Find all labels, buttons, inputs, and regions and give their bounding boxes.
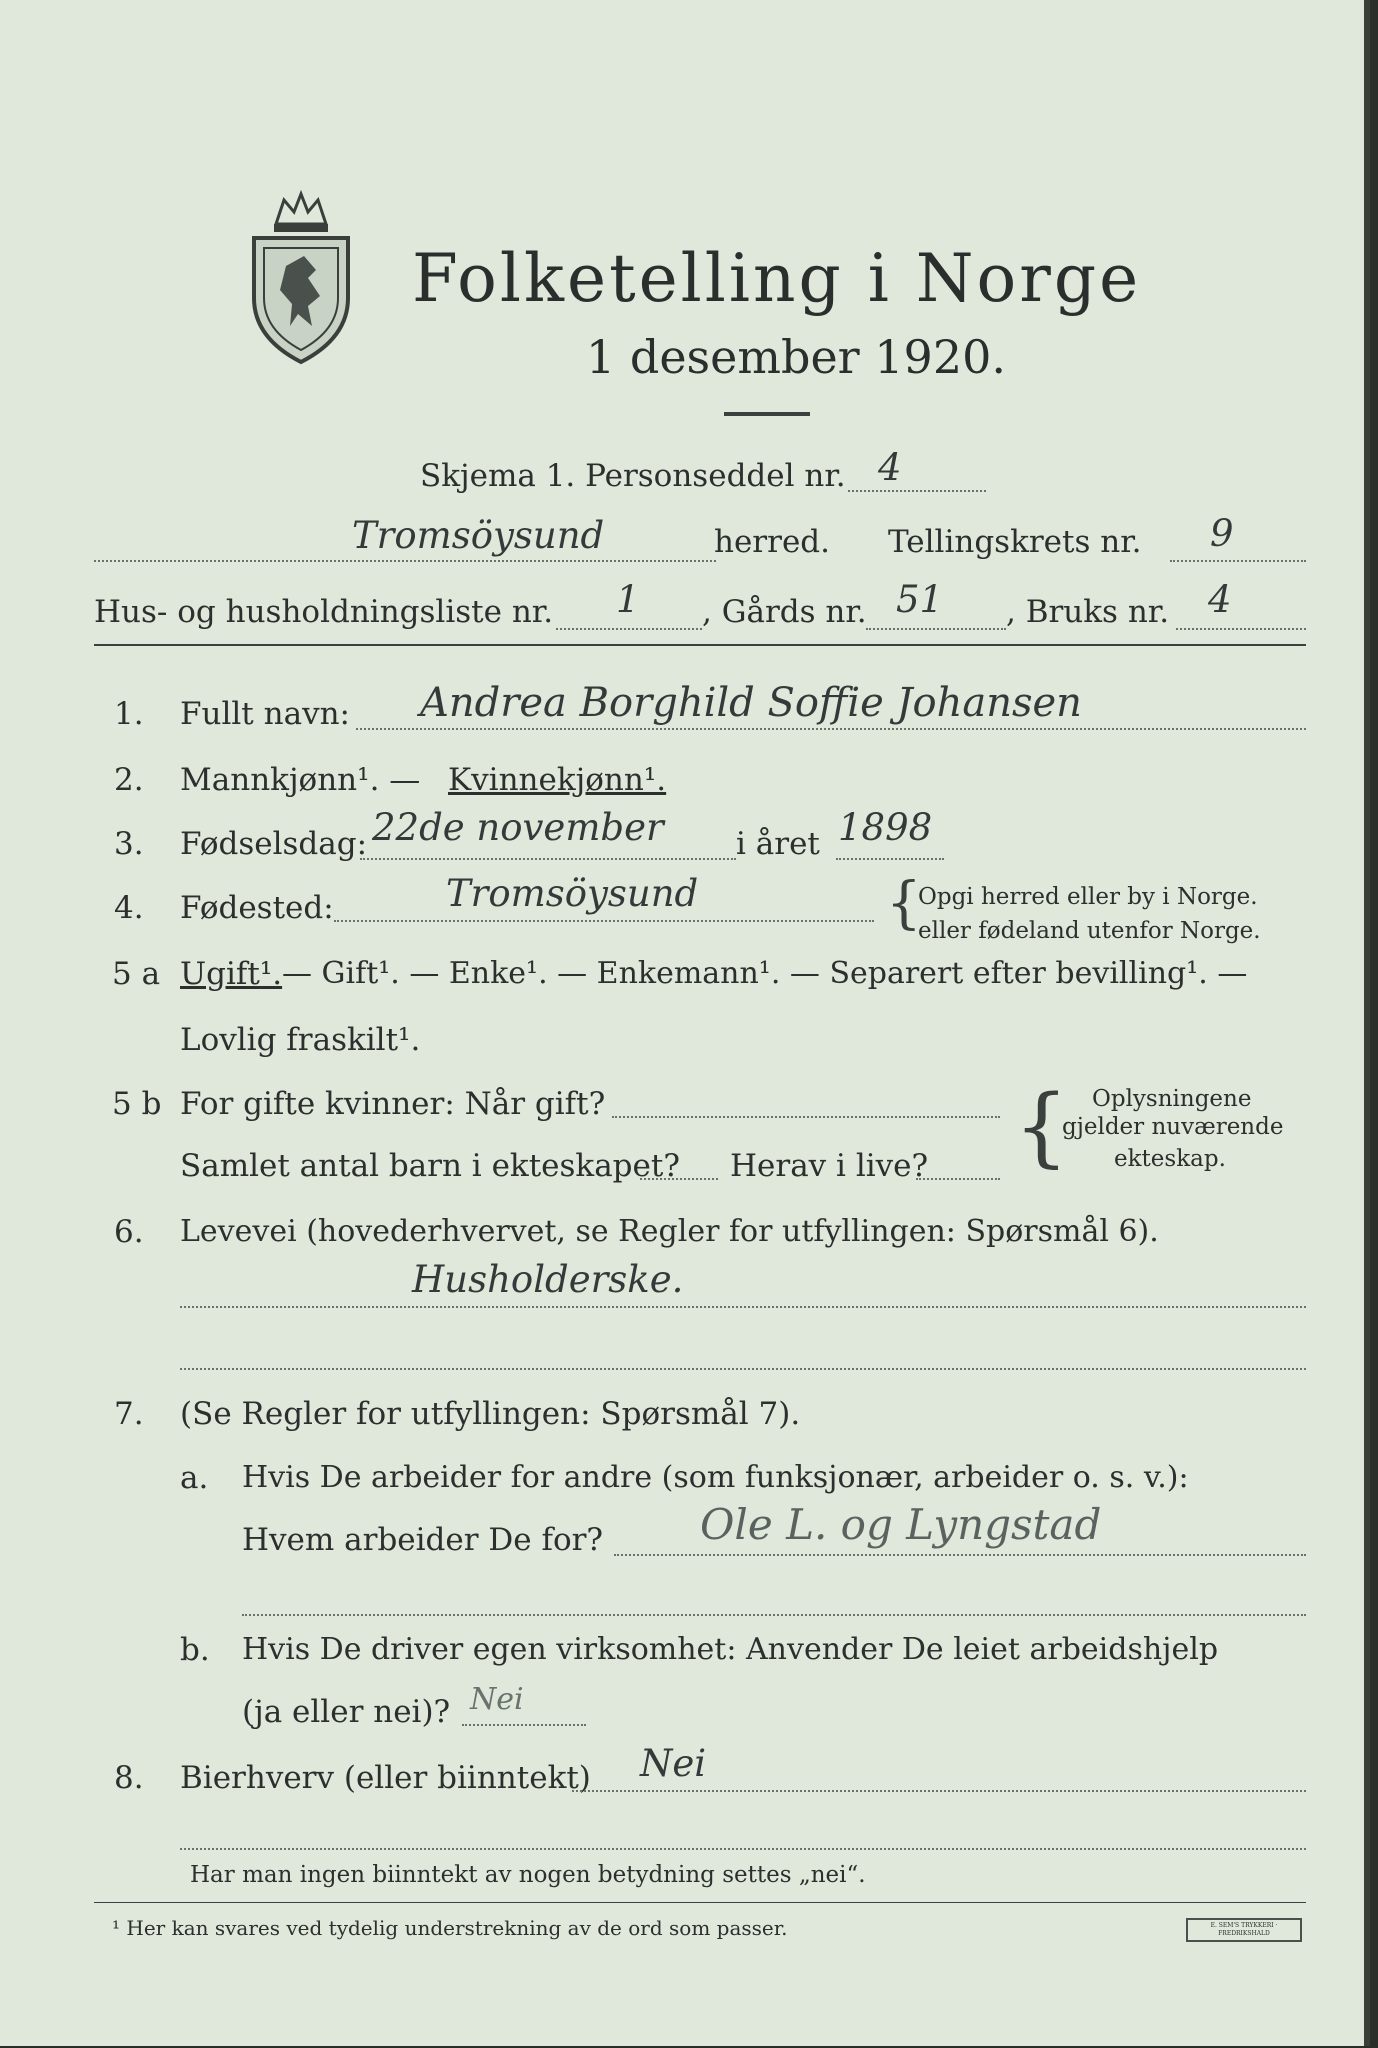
q4-note-line2: eller fødeland utenfor Norge. — [918, 918, 1261, 944]
q4-note-line1: Opgi herred eller by i Norge. — [918, 884, 1258, 910]
q8-line2 — [180, 1848, 1306, 1850]
q7a-employer-value[interactable]: Ole L. og Lyngstad — [700, 1500, 1102, 1549]
q5b-note-line3: ekteskap. — [1114, 1146, 1226, 1172]
norway-coat-of-arms-icon — [246, 186, 356, 366]
form-title: Folketelling i Norge — [412, 240, 1142, 317]
q8-number: 8. — [114, 1760, 144, 1796]
q3-label: Fødselsdag: — [180, 826, 368, 862]
q5b-alive-line — [916, 1178, 1000, 1180]
q8-note: Har man ingen biinntekt av nogen betydning settes „nei“. — [190, 1862, 866, 1888]
bruks-label: , Bruks nr. — [1006, 594, 1170, 630]
q6-line2 — [180, 1368, 1306, 1370]
q7b-label-line1: Hvis De driver egen virksomhet: Anvender De leiet arbeidshjelp — [242, 1632, 1219, 1667]
q6-occupation-value[interactable]: Husholderske. — [412, 1258, 684, 1301]
bruks-line — [1176, 628, 1306, 630]
footnote-divider — [94, 1902, 1306, 1903]
gards-value[interactable]: 51 — [896, 578, 944, 621]
q3-birth-year-value[interactable]: 1898 — [838, 806, 933, 849]
tellingskrets-line — [1170, 560, 1306, 562]
q7b-letter: b. — [180, 1632, 210, 1668]
q3-number: 3. — [114, 826, 144, 862]
tellingskrets-label: Tellingskrets nr. — [888, 524, 1142, 560]
q5b-when-married-label: For gifte kvinner: Når gift? — [180, 1086, 606, 1122]
q7a-line1 — [614, 1554, 1306, 1556]
gards-label: , Gårds nr. — [702, 594, 867, 630]
q1-line — [356, 728, 1306, 730]
q4-number: 4. — [114, 890, 144, 926]
q5b-when-married-line — [612, 1116, 1000, 1118]
q6-line1 — [180, 1306, 1306, 1308]
footnote: ¹ Her kan svares ved tydelig understrekning av de ord som passer. — [112, 1916, 788, 1940]
q1-full-name-value[interactable]: Andrea Borghild Soffie Johansen — [420, 680, 1082, 726]
q3-year-label: i året — [736, 826, 820, 862]
tellingskrets-value[interactable]: 9 — [1210, 512, 1234, 555]
q7b-label-line2: (ja eller nei)? — [242, 1694, 451, 1730]
q7b-line — [462, 1724, 586, 1726]
q8-label: Bierhverv (eller biinntekt) — [180, 1760, 591, 1796]
q5b-alive-label: Herav i live? — [730, 1148, 929, 1184]
q7a-line2 — [242, 1614, 1306, 1616]
herred-label: herred. — [714, 524, 830, 560]
q8-line1 — [572, 1790, 1306, 1792]
q2-female-option[interactable]: Kvinnekjønn¹. — [448, 762, 667, 798]
q7-number: 7. — [114, 1396, 144, 1432]
q6-label: Levevei (hovederhvervet, se Regler for utfyllingen: Spørsmål 6). — [180, 1214, 1159, 1249]
schema-label: Skjema 1. Personseddel nr. — [420, 458, 846, 494]
q4-line — [334, 920, 874, 922]
q3-year-line — [836, 858, 944, 860]
q1-number: 1. — [114, 696, 144, 732]
printer-stamp: E. SEM'S TRYKKERI · FREDRIKSHALD — [1186, 1918, 1302, 1942]
schema-number-value[interactable]: 4 — [878, 446, 902, 489]
q4-label: Fødested: — [180, 890, 334, 926]
q7b-hired-help-value[interactable]: Nei — [470, 1682, 524, 1717]
census-date: 1 desember 1920. — [586, 330, 1006, 384]
header-divider — [94, 644, 1306, 646]
q6-number: 6. — [114, 1214, 144, 1250]
husliste-label: Hus- og husholdningsliste nr. — [94, 594, 554, 630]
husliste-line — [556, 628, 702, 630]
q4-birthplace-value[interactable]: Tromsöysund — [446, 872, 699, 915]
q2-male-option[interactable]: Mannkjønn¹. — — [180, 762, 421, 798]
gards-line — [866, 628, 1006, 630]
q5b-children-label: Samlet antal barn i ekteskapet? — [180, 1148, 680, 1184]
q7-label: (Se Regler for utfyllingen: Spørsmål 7). — [180, 1396, 801, 1432]
q5b-brace: { — [1014, 1077, 1069, 1177]
husliste-value[interactable]: 1 — [616, 578, 640, 621]
q3-birth-day-value[interactable]: 22de november — [372, 806, 664, 849]
q5b-children-line — [640, 1178, 718, 1180]
q5b-note-line1: Oplysningene — [1092, 1086, 1252, 1112]
q7a-letter: a. — [180, 1460, 209, 1496]
bruks-value[interactable]: 4 — [1208, 578, 1232, 621]
title-divider — [724, 412, 810, 416]
q2-number: 2. — [114, 762, 144, 798]
q7a-label-line1: Hvis De arbeider for andre (som funksjonær, arbeider o. s. v.): — [242, 1460, 1189, 1495]
herred-line — [94, 560, 716, 562]
q5a-unmarried-option[interactable]: Ugift¹. — [180, 956, 283, 992]
herred-value[interactable]: Tromsöysund — [352, 514, 605, 557]
q5b-note-line2: gjelder nuværende — [1062, 1114, 1284, 1140]
q5a-other-options[interactable]: — Gift¹. — Enke¹. — Enkemann¹. — Separert efter bevilling¹. — — [282, 956, 1248, 991]
q5b-number: 5 b — [112, 1086, 162, 1122]
q4-brace: { — [886, 871, 922, 936]
q3-day-line — [360, 858, 736, 860]
q5a-number: 5 a — [112, 956, 161, 992]
q5a-divorced-option[interactable]: Lovlig fraskilt¹. — [180, 1022, 421, 1058]
schema-number-line — [848, 490, 986, 492]
q8-side-income-value[interactable]: Nei — [640, 1742, 707, 1785]
q7a-label-line2: Hvem arbeider De for? — [242, 1522, 604, 1558]
q1-label: Fullt navn: — [180, 696, 350, 732]
